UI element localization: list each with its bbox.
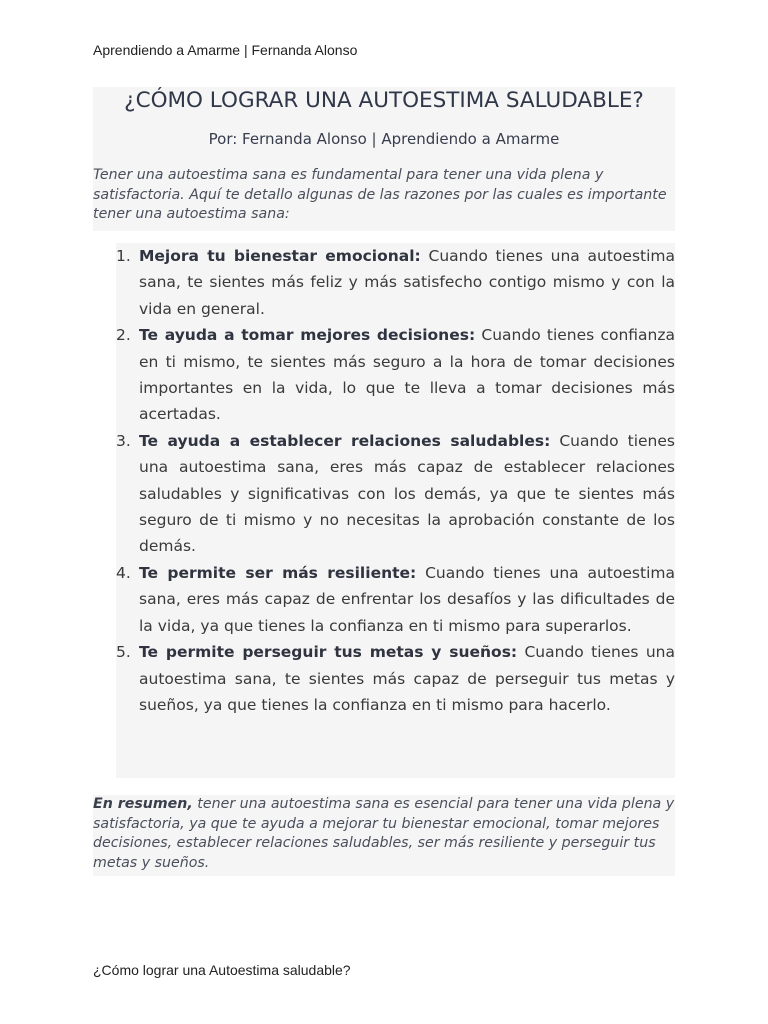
list-item-text: Cuando tienes confianza en ti mismo, te sientes más seguro a la hora de tomar decisiones importantes en la vida, lo que te lleva a tomar decisiones más acertadas. [139,326,676,424]
list-item-text: Cuando tienes una autoestima sana, eres más capaz de establecer relaciones saludables y significativas con los demás, ya que te sientes más seguro de ti mismo y no necesitas la aprobación constante de los demás. [139,431,675,556]
list-item-body [139,322,675,428]
list-item-number: 4. [116,563,131,582]
byline: Por: Fernanda Alonso | Aprendiendo a Amarme [208,130,560,148]
title-block [93,87,675,231]
page-title: ¿CÓMO LOGRAR UNA AUTOESTIMA SALUDABLE? [124,88,644,113]
list-item-text: Cuando tienes una autoestima sana, eres más capaz de enfrentar los desafíos y las dificultades de la vida, ya que tienes la confianza en ti mismo para superarlos. [139,563,675,635]
list-item-body [139,560,675,639]
list-item-number: 5. [116,643,131,662]
reasons-list [116,243,675,718]
list-item-lead: Mejora tu bienestar emocional: [139,247,421,265]
list-item [116,428,675,560]
list-item-body [139,243,675,322]
list-item-number: 1. [116,247,131,265]
summary-paragraph [93,795,675,874]
list-item-lead: Te ayuda a tomar mejores decisiones: [139,326,476,345]
summary-text: tener una autoestima sana es esencial para tener una vida plena y satisfactoria, ya que te ayuda a mejorar tu bienestar emocional, tomar mejores decisiones, establecer relaciones saludables, ser más resiliente y perseguir tus metas y sueños. [93,796,675,872]
list-item [116,639,675,718]
list-item-body [139,428,675,560]
list-item-lead: Te permite perseguir tus metas y sueños: [139,643,518,662]
running-footer: ¿Cómo lograr una Autoestima saludable? [93,962,351,978]
list-item-number: 3. [116,431,131,450]
running-header: Aprendiendo a Amarme | Fernanda Alonso [93,42,358,58]
list-item-text: Cuando tienes una autoestima sana, te sientes más capaz de perseguir tus metas y sueños, ya que tienes la confianza en ti mismo para hacerlo. [139,643,675,714]
list-item-lead: Te permite ser más resiliente: [139,563,417,582]
intro-paragraph: Tener una autoestima sana es fundamental para tener una vida plena y satisfactoria. Aquí te detallo algunas de las razones por las cuales es importante tener una autoestima sana: [93,167,667,222]
list-item-lead: Te ayuda a establecer relaciones saludables: [139,431,551,450]
list-item-body [139,639,675,718]
list-item-text: Cuando tienes una autoestima sana, te sientes más feliz y más satisfecho contigo mismo y con la vida en general. [139,247,675,318]
list-item [116,243,675,322]
summary-block [93,795,675,876]
reasons-list-block [116,243,675,778]
list-item-number: 2. [116,326,131,345]
list-item [116,560,675,639]
list-item [116,322,675,428]
summary-lead: En resumen, [93,796,193,812]
